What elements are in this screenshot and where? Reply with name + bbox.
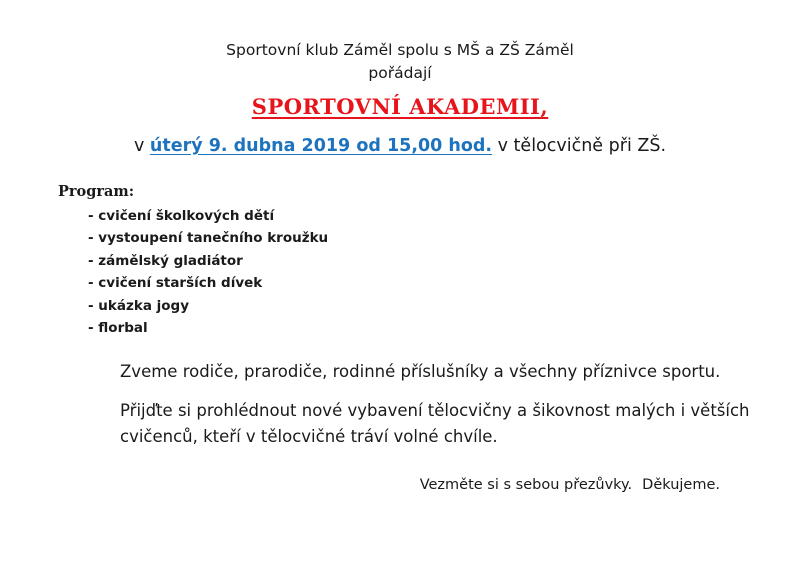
program-list <box>88 205 328 339</box>
thanks-text: Děkujeme. <box>642 477 720 493</box>
when-prefix: v <box>133 136 145 156</box>
slippers-note: Vezměte si s sebou přezůvky. <box>419 477 633 493</box>
program-item: - cvičení starších dívek <box>88 275 263 292</box>
event-date: úterý 9. dubna 2019 od 15,00 hod. <box>149 136 493 156</box>
program-item: - cvičení školkových dětí <box>88 208 275 224</box>
event-title <box>0 94 800 119</box>
organizes-verb: pořádají <box>368 64 432 82</box>
program-item: - vystoupení tanečního kroužku <box>88 230 329 247</box>
organizer-line: Sportovní klub Záměl spolu s MŠ a ZŠ Záměl <box>226 41 574 59</box>
paragraph-line: Přijďte si prohlédnout nové vybavení tělocvičny a šikovnost malých i větších <box>120 401 750 420</box>
closing-line <box>420 477 720 493</box>
program-item: - florbal <box>88 319 148 336</box>
paragraph-line: cvičenců, kteří v tělocvičné tráví volné chvíle. <box>120 427 498 446</box>
event-when <box>0 136 800 156</box>
program-item: - zámělský gladiátor <box>88 252 243 269</box>
invitation-paragraph <box>120 398 750 450</box>
event-title-text: SPORTOVNÍ AKADEMII, <box>251 94 549 119</box>
program-item: - ukázka jogy <box>88 297 190 314</box>
invitation-text: Zveme rodiče, prarodiče, rodinné příslušníky a všechny příznivce sportu. <box>120 362 721 381</box>
event-place: v tělocvičně při ZŠ. <box>497 136 667 156</box>
program-heading: Program: <box>58 183 135 200</box>
